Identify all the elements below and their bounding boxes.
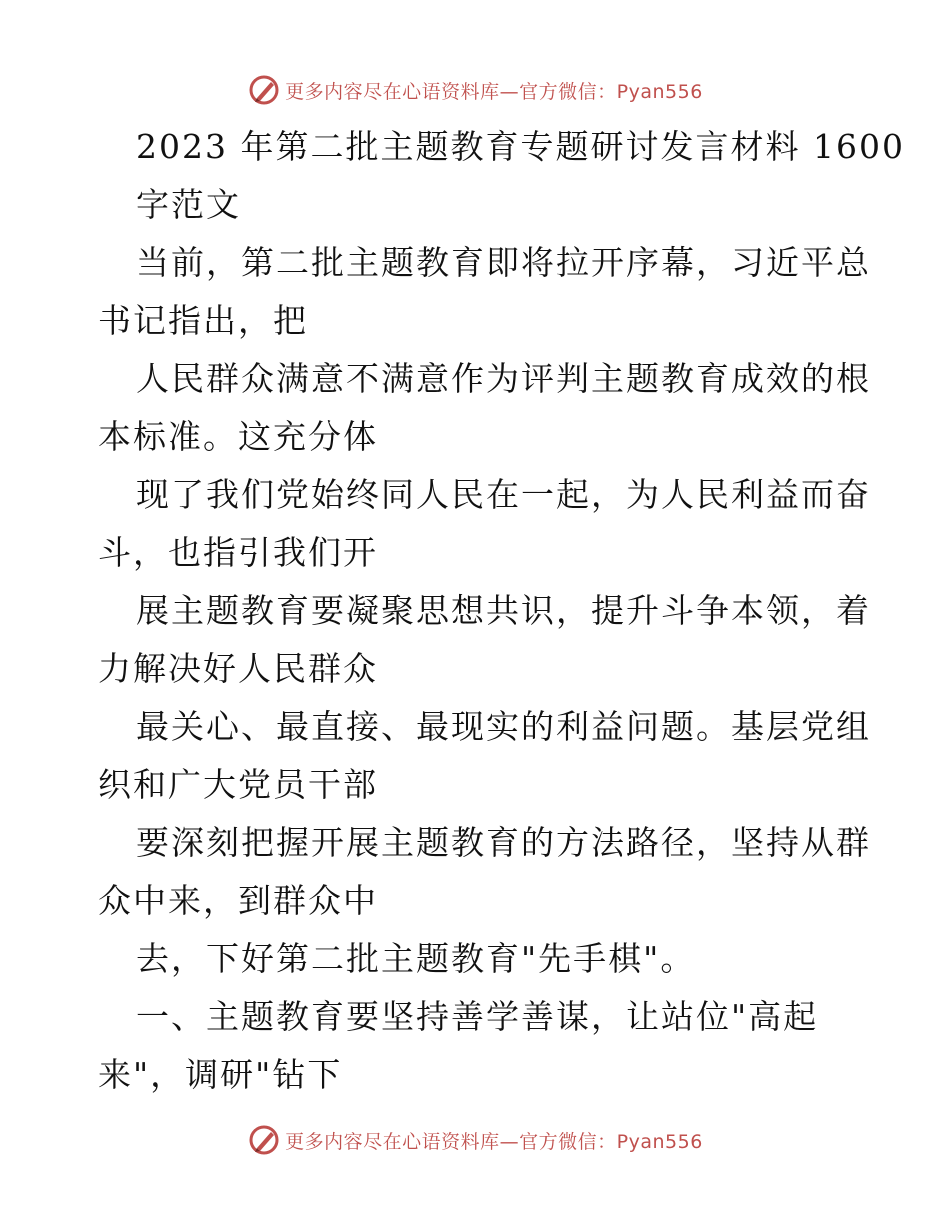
watermark-text: 更多内容尽在心语资料库—官方微信：Pyan556 (285, 1130, 703, 1153)
header-watermark (0, 70, 950, 110)
text-line: 人民群众满意不满意作为评判主题教育成效的根 (136, 359, 871, 398)
text-line: 去，下好第二批主题教育"先手棋"。 (136, 939, 696, 978)
pen-logo-icon (247, 1123, 281, 1157)
section-heading-line: 来"，调研"钻下 (98, 1055, 343, 1094)
text-line: 展主题教育要凝聚思想共识，提升斗争本领，着 (136, 591, 871, 630)
text-line: 当前，第二批主题教育即将拉开序幕，习近平总 (136, 243, 871, 282)
footer-watermark (0, 1120, 950, 1160)
text-line: 力解决好人民群众 (98, 649, 378, 688)
text-line: 众中来，到群众中 (98, 881, 378, 920)
text-line: 要深刻把握开展主题教育的方法路径，坚持从群 (136, 823, 871, 862)
pen-logo-icon (247, 73, 281, 107)
text-line: 斗，也指引我们开 (98, 533, 378, 572)
document-title-line: 字范文 (136, 185, 241, 224)
text-line: 本标准。这充分体 (98, 417, 378, 456)
text-line: 现了我们党始终同人民在一起，为人民利益而奋 (136, 475, 871, 514)
document-body (98, 118, 905, 1104)
watermark-text: 更多内容尽在心语资料库—官方微信：Pyan556 (285, 80, 703, 103)
document-title-line: 2023 年第二批主题教育专题研讨发言材料 1600 (136, 127, 905, 166)
text-line: 织和广大党员干部 (98, 765, 378, 804)
text-line: 最关心、最直接、最现实的利益问题。基层党组 (136, 707, 871, 746)
section-heading-line: 一、主题教育要坚持善学善谋，让站位"高起 (136, 997, 819, 1036)
text-line: 书记指出，把 (98, 301, 308, 340)
